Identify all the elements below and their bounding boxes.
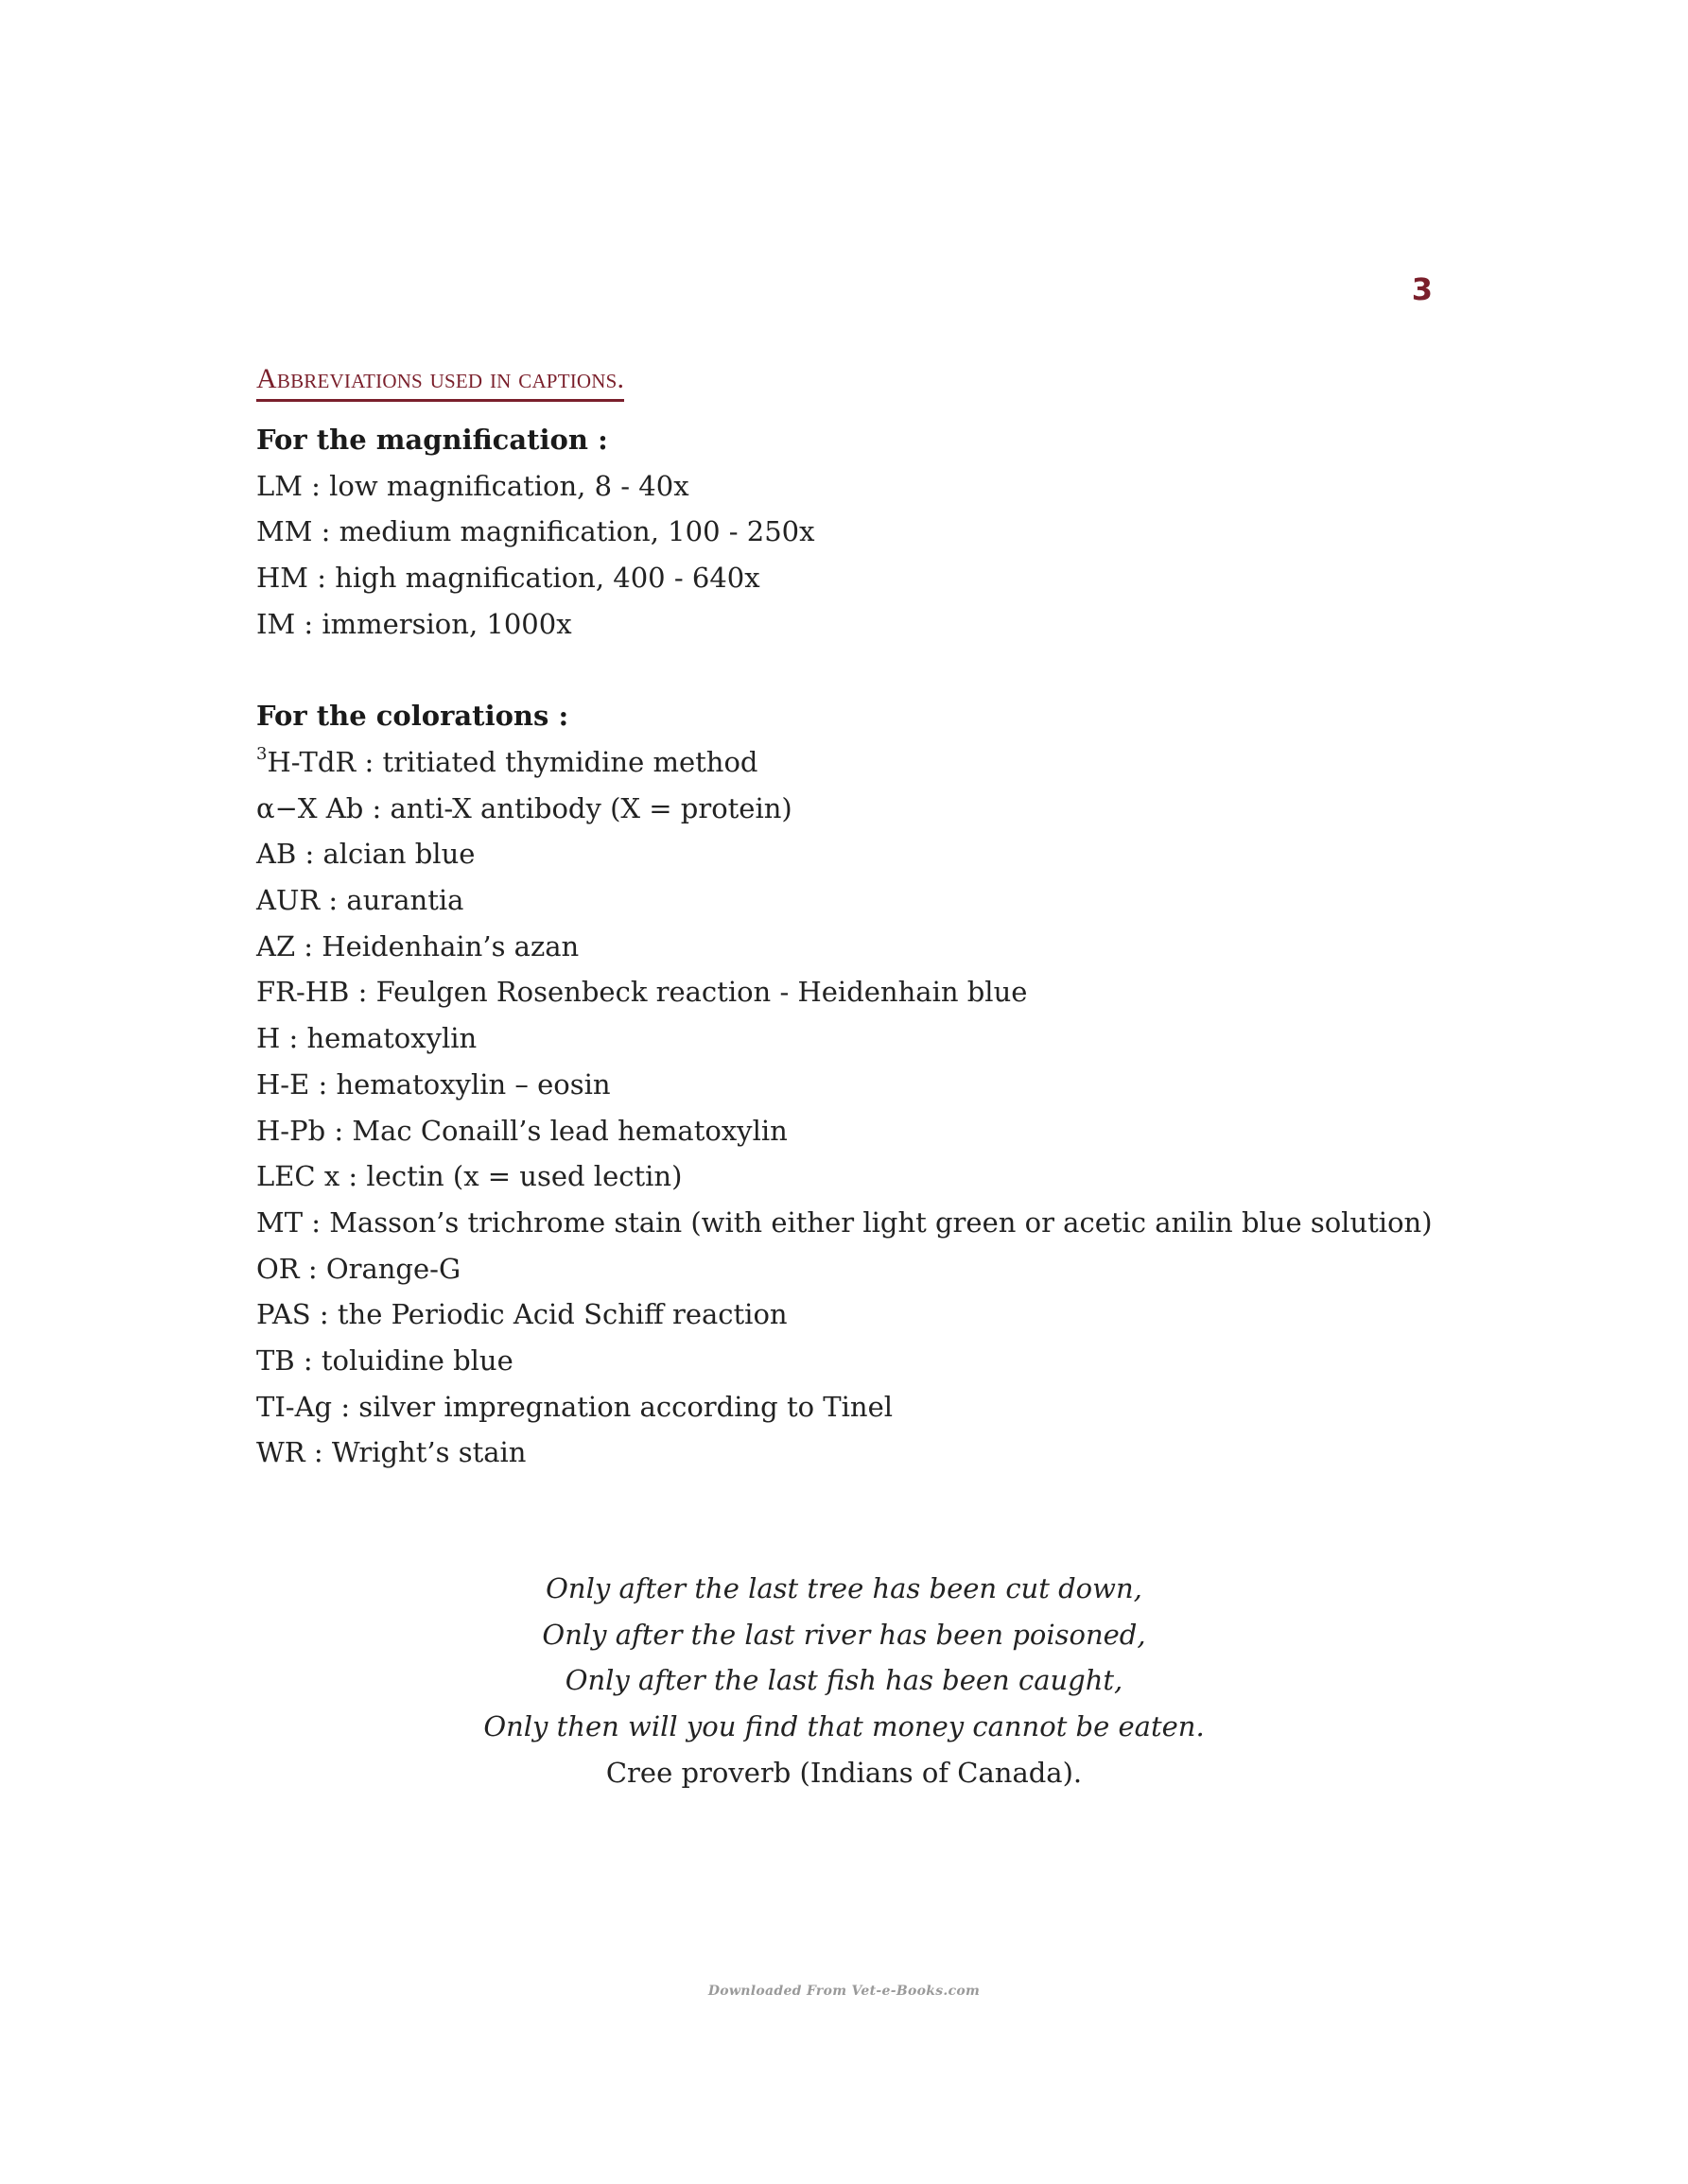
coloration-item: AZ : Heidenhain’s azan <box>256 929 580 962</box>
coloration-item: AB : alcian blue <box>256 838 476 871</box>
quote-line: Only after the last fish has been caught, <box>565 1664 1123 1697</box>
magnification-item: IM : immersion, 1000x <box>256 607 572 640</box>
coloration-item: OR : Orange-G <box>256 1252 461 1285</box>
coloration-item: MT : Masson’s trichrome stain (with either light green or acetic anilin blue solution) <box>256 1205 1433 1239</box>
coloration-item: AUR : aurantia <box>256 884 464 917</box>
quote-source: Cree proverb (Indians of Canada). <box>605 1756 1083 1789</box>
spacer <box>256 648 1486 694</box>
download-watermark: Downloaded From Vet-e-Books.com <box>707 1984 981 1999</box>
proverb-quote <box>0 1566 1688 1796</box>
magnification-item: LM : low magnification, 8 - 40x <box>256 469 689 502</box>
quote-line: Only then will you find that money cannot be eaten. <box>483 1710 1205 1743</box>
coloration-item-text: H-TdR : tritiated thymidine method <box>267 745 758 778</box>
superscript-isotope: 3 <box>256 744 268 765</box>
coloration-item: TB : toluidine blue <box>256 1344 513 1378</box>
magnification-group <box>256 417 1486 648</box>
coloration-item <box>256 739 1486 786</box>
abbreviations-section <box>256 363 1486 1476</box>
coloration-item: H-Pb : Mac Conaill’s lead hematoxylin <box>256 1114 788 1147</box>
magnification-item: MM : medium magnification, 100 - 250x <box>256 515 815 548</box>
coloration-item: WR : Wright’s stain <box>256 1436 527 1469</box>
coloration-item: α−X Ab : anti-X antibody (X = protein) <box>256 791 792 824</box>
quote-line: Only after the last river has been poisoned, <box>542 1618 1146 1651</box>
coloration-item: H : hematoxylin <box>256 1022 478 1055</box>
section-heading: Abbreviations used in captions. <box>256 363 624 402</box>
coloration-item: H-E : hematoxylin – eosin <box>256 1067 611 1101</box>
coloration-item: LEC x : lectin (x = used lectin) <box>256 1160 683 1193</box>
quote-line: Only after the last tree has been cut down, <box>546 1572 1142 1604</box>
colorations-group <box>256 693 1486 1476</box>
coloration-item: TI-Ag : silver impregnation according to Tinel <box>256 1390 894 1423</box>
magnification-item: HM : high magnification, 400 - 640x <box>256 562 760 595</box>
colorations-title: For the colorations : <box>256 700 569 733</box>
magnification-title: For the magnification : <box>256 424 608 456</box>
coloration-item: PAS : the Periodic Acid Schiff reaction <box>256 1298 788 1331</box>
page-number: 3 <box>1411 271 1433 307</box>
coloration-item: FR-HB : Feulgen Rosenbeck reaction - Heidenhain blue <box>256 976 1028 1009</box>
